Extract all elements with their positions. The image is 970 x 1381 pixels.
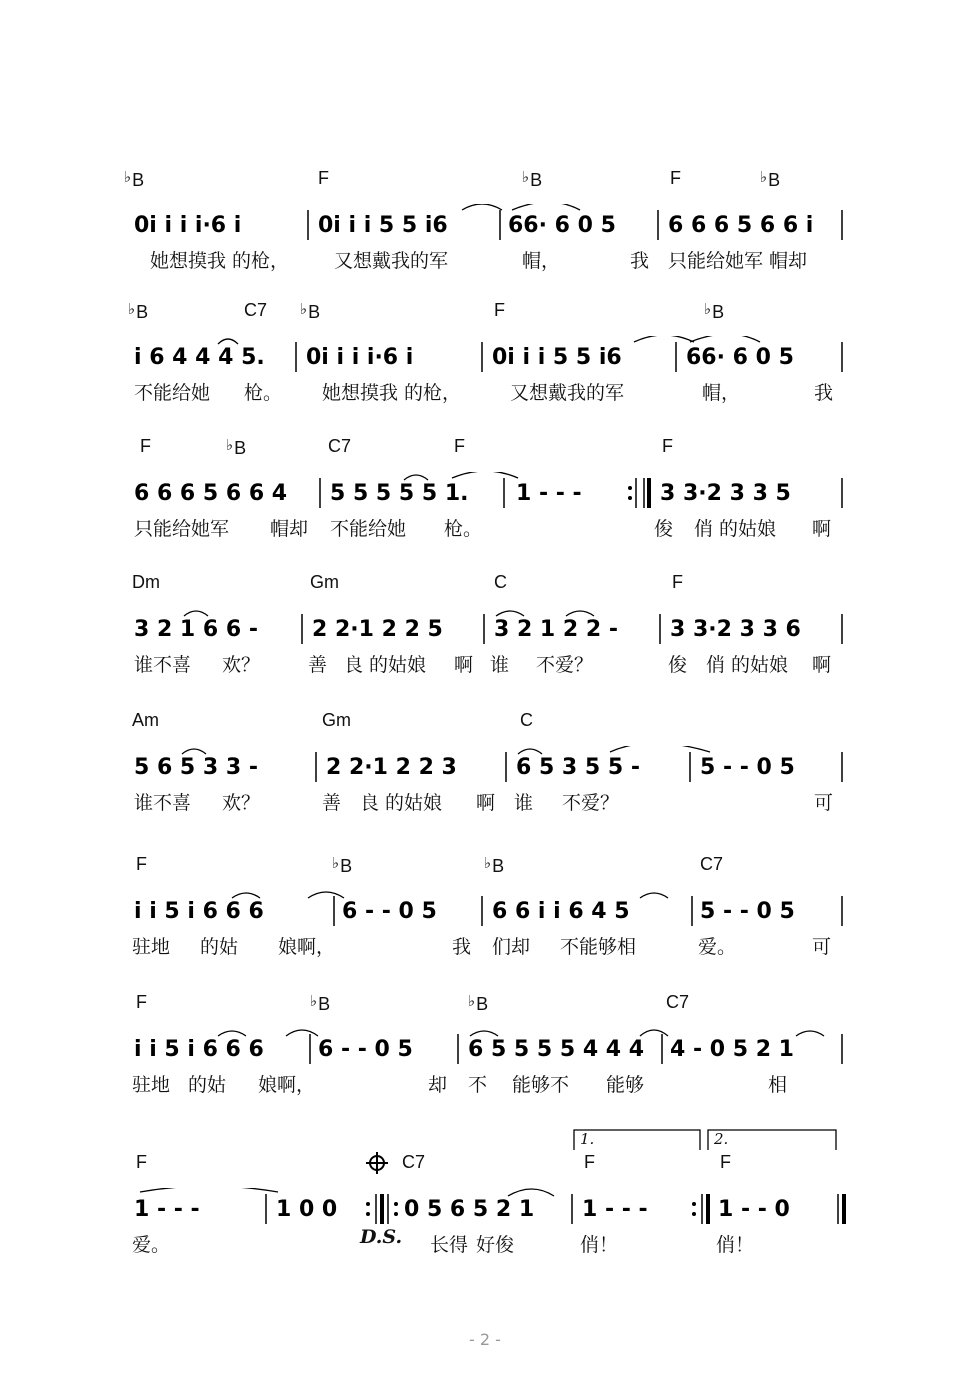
measure: 6 5 3 5 5 - [516,755,640,780]
lyric: 俊 [668,654,688,676]
notation-line [0,472,970,512]
measure: 5 5 5 5 5 1. [330,481,469,506]
measure: 6 6 i i 6 4 5 [492,899,630,924]
page-number: - 2 - [469,1330,501,1349]
measure: 6 6 6 5 6 6 4 [134,481,288,506]
lyric: 欢？ [222,792,261,814]
measure: 6 - - 0 5 [318,1037,413,1062]
chord: F [136,992,147,1012]
lyric: 不能给她 [330,518,407,540]
volta-brackets [0,1126,970,1152]
lyric: 可 [812,936,832,958]
chord: F [672,572,683,592]
lyric: 谁 [514,792,534,814]
lyric: 良 的姑娘 [344,654,427,676]
lyric: 我 [452,936,472,958]
lyric: 我 [630,250,650,272]
chord: F [140,436,151,456]
lyric: 能够 [606,1074,645,1096]
measure: i i 5 i 6 6 6 [134,1037,264,1062]
lyric: 又想戴我的军 [510,382,625,404]
chord: C7 [402,1152,426,1172]
chord: ♭B [128,301,149,322]
chord: ♭B [522,169,543,190]
measure: 5 6 5 3 3 - [134,755,258,780]
lyric: 俏 的姑娘 [694,518,777,540]
lyric: 爱。 [698,936,737,958]
chord: F [136,854,147,874]
lyric: 帽， [702,382,741,404]
system-1 [0,168,970,288]
measure: 66· 6 0 5 [508,213,616,238]
volta-1: 1. [580,1130,595,1148]
chord: F [662,436,673,456]
lyric: 不爱？ [562,792,620,814]
measure: 5 - - 0 5 [700,899,795,924]
measure: 6 - - 0 5 [342,899,437,924]
lyric: 娘啊， [278,936,336,958]
lyric: 好俊 [476,1234,515,1256]
system-8 [0,1130,970,1272]
chord: Gm [310,572,339,592]
lyric: 不能够相 [560,936,637,958]
chord: ♭B [704,301,725,322]
lyric: 欢？ [222,654,261,676]
lyric: 驻地 [132,1074,171,1096]
notation-line [0,746,970,786]
chord: ♭B [300,301,321,322]
lyric: 她想摸我 的枪， [150,250,290,272]
measure: 5 - - 0 5 [700,755,795,780]
lyric: 驻地 [132,936,171,958]
chord: ♭B [760,169,781,190]
measure: 6 5 5 5 5 4 4 4 [468,1037,645,1062]
lyric: 爱。 [132,1234,171,1256]
lyric: 我 [814,382,834,404]
chord: ♭B [484,855,505,876]
measure: 0i i i 5 5 i6 [318,213,448,238]
chord: Gm [322,710,351,730]
measure: 3 2 1 2 2 - [494,617,618,642]
lyric: 相 [768,1074,788,1096]
lyric: 她想摸我 的枪， [322,382,462,404]
measure: 1 0 0 [276,1197,338,1222]
lyric: 不 [468,1074,488,1096]
lyric: 的姑 [188,1074,227,1096]
measure: 1 - - 0 [718,1197,790,1222]
system-6 [0,854,970,974]
measure: 6 6 6 5 6 6 i [668,213,814,238]
lyric: 们却 [492,936,531,958]
system-2 [0,300,970,420]
measure: 1 - - - [582,1197,648,1222]
system-5 [0,710,970,830]
measure: 4 - 0 5 2 1 [670,1037,794,1062]
chord: Dm [132,572,160,592]
lyric: 不爱？ [536,654,594,676]
measure: 0i i i 5 5 i6 [492,345,622,370]
lyric: 的姑 [200,936,239,958]
chord: ♭B [226,437,247,458]
notation-line [0,336,970,376]
chord: Am [132,710,159,730]
measure: 2 2·1 2 2 5 [312,617,443,642]
chord: C7 [244,300,268,320]
volta-2: 2. [714,1130,729,1148]
chord: C7 [328,436,352,456]
coda-icon [366,1152,388,1174]
lyric: 娘啊， [258,1074,316,1096]
lyric: 又想戴我的军 [334,250,449,272]
chord: ♭B [310,993,331,1014]
chord: C [494,572,507,592]
measure: i 6 4 4 4 5. [134,345,265,370]
notation-line [0,204,970,244]
lyric: 枪。 [444,518,483,540]
chord: F [720,1152,731,1172]
notation-line [0,1188,970,1228]
lyric: 只能给她军 [134,518,230,540]
lyric: 长得 [430,1234,469,1256]
lyric: 啊 [476,792,496,814]
lyric: 善 [322,792,342,814]
measure: 0i i i i·6 i [134,213,242,238]
chord: C7 [666,992,690,1012]
measure: 1 - - - [134,1197,200,1222]
chord: F [136,1152,147,1172]
measure: 3 2 1 6 6 - [134,617,258,642]
chord: ♭B [468,993,489,1014]
measure: 0i i i i·6 i [306,345,414,370]
notation-line [0,1028,970,1068]
chord: F [318,168,329,188]
measure: 0 5 6 5 2 1 [404,1197,535,1222]
measure: 66· 6 0 5 [686,345,794,370]
lyric: 帽， [522,250,561,272]
system-3 [0,436,970,556]
chord: F [454,436,465,456]
chord: ♭B [332,855,353,876]
lyric: 谁 [490,654,510,676]
lyric: 谁不喜 [134,654,192,676]
lyric: 枪。 [244,382,283,404]
lyric: 俏！ [580,1234,619,1256]
system-4 [0,572,970,692]
lyric: 啊 [812,518,832,540]
chord: F [494,300,505,320]
notation-line [0,890,970,930]
lyric: 啊 [454,654,474,676]
lyric: 善 [308,654,328,676]
measure: 1 - - - [516,481,582,506]
ds-marking: D.S. [360,1226,403,1248]
chord: F [584,1152,595,1172]
lyric: 俏 的姑娘 [706,654,789,676]
system-7 [0,992,970,1112]
measure: 3 3·2 3 3 6 [670,617,801,642]
chord: C7 [700,854,724,874]
lyric: 良 的姑娘 [360,792,443,814]
measure: i i 5 i 6 6 6 [134,899,264,924]
measure: 3 3·2 3 3 5 [660,481,791,506]
lyric: 不能给她 [134,382,211,404]
chord: ♭B [124,169,145,190]
lyric: 谁不喜 [134,792,192,814]
lyric: 只能给她军 帽却 [668,250,808,272]
lyric: 可 [814,792,834,814]
notation-line [0,608,970,648]
chord: F [670,168,681,188]
lyric: 俊 [654,518,674,540]
lyric: 能够不 [512,1074,570,1096]
chord: C [520,710,533,730]
measure: 2 2·1 2 2 3 [326,755,457,780]
lyric: 啊 [812,654,832,676]
lyric: 帽却 [270,518,309,540]
lyric: 却 [428,1074,448,1096]
lyric: 俏！ [716,1234,755,1256]
